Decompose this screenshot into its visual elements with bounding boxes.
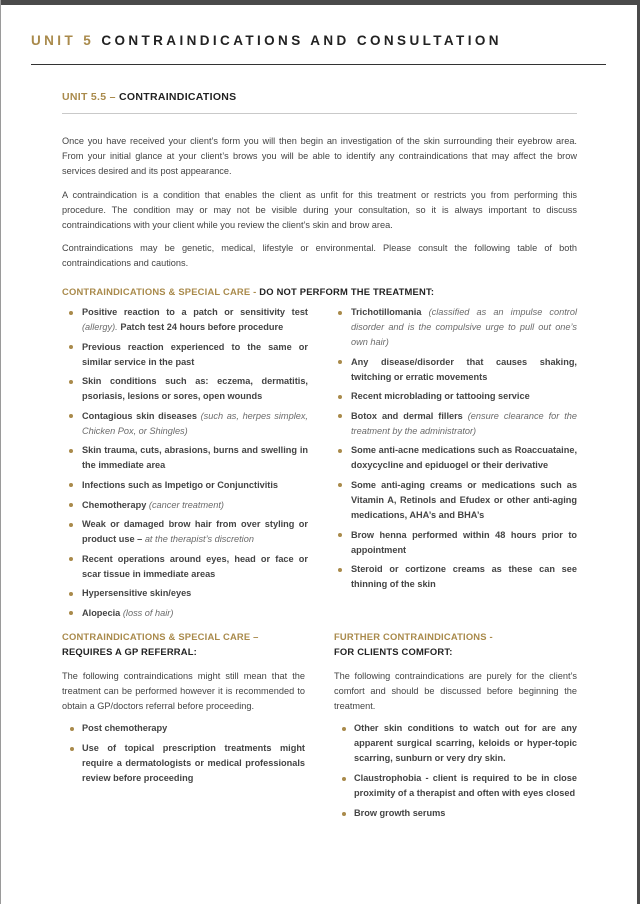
page-title: CONTRAINDICATIONS AND CONSULTATION [101, 33, 502, 48]
list-item [62, 552, 308, 582]
top-border [0, 0, 640, 5]
list-item-text: Hypersensitive skin/eyes [82, 588, 192, 599]
list-item-text: Alopecia [82, 607, 121, 618]
list-item-text: Recent microblading or tattooing service [351, 391, 530, 402]
header-divider [31, 64, 606, 65]
list-item-text: Steroid or cortizone creams as these can see thinning of the skin [351, 564, 577, 590]
list-item-text: Botox and dermal fillers [351, 410, 463, 421]
list-item [62, 586, 308, 601]
list-item [331, 478, 577, 523]
list-item [62, 443, 308, 473]
list-item-text: Trichotillomania [351, 307, 422, 317]
list-item [331, 355, 577, 385]
list-item [62, 517, 308, 547]
list-item-note: at the therapist’s discretion [144, 534, 254, 545]
main-content [62, 91, 577, 626]
list-item [331, 528, 577, 558]
list-item [62, 305, 308, 335]
do-not-perform-columns [62, 305, 577, 626]
list-item-note: (classified as an impulse control disorder and is the compulsive urge to pull out one’s own hair) [351, 307, 577, 347]
list-item [331, 305, 577, 350]
do-not-perform-left-column [62, 305, 308, 626]
list-item [62, 374, 308, 404]
client-comfort-heading-gold: FURTHER CONTRAINDICATIONS - [334, 631, 493, 642]
list-item-note: (allergy). [82, 322, 118, 332]
list-item [62, 409, 308, 439]
bottom-sections [62, 629, 577, 826]
left-border [0, 0, 1, 904]
list-item: Claustrophobia - client is required to be in close proximity of a therapist and often with eyes closed [334, 771, 577, 801]
gp-referral-heading-gold: CONTRAINDICATIONS & SPECIAL CARE – [62, 631, 259, 642]
list-item [331, 443, 577, 473]
list-item [62, 498, 308, 513]
list-item-text: Weak or damaged brow hair from over styling or product use – [82, 519, 308, 545]
unit-label: UNIT 5 [31, 33, 95, 48]
page-header [31, 33, 502, 48]
list-item-tail: Patch test 24 hours before procedure [120, 322, 284, 332]
do-not-perform-heading-gold: CONTRAINDICATIONS & SPECIAL CARE - [62, 286, 257, 297]
do-not-perform-list-left [62, 305, 308, 621]
client-comfort-section [334, 629, 577, 826]
section-divider [62, 113, 577, 114]
list-item-text: Positive reaction to a patch or sensitivity test [82, 307, 308, 317]
do-not-perform-right-column [331, 305, 577, 626]
list-item-text: Infections such as Impetigo or Conjunctivitis [82, 479, 279, 490]
list-item-text: Some anti-aging creams or medications such as Vitamin A, Retinols and Efudex or other anti-aging medications, AHA’s and BHA’s [351, 479, 577, 520]
list-item-text: Some anti-acne medications such as Roaccuataine, doxycycline and epiduogel or their derivative [351, 445, 577, 471]
list-item-text: Any disease/disorder that causes shaking, twitching or erratic movements [351, 356, 577, 382]
do-not-perform-heading [62, 286, 577, 297]
list-item [331, 409, 577, 439]
list-item [62, 340, 308, 370]
section-title: CONTRAINDICATIONS [119, 91, 237, 103]
list-item-note: (such as, herpes simplex, Chicken Pox, or Shingles) [82, 410, 308, 436]
client-comfort-list [334, 721, 577, 821]
do-not-perform-heading-dark: DO NOT PERFORM THE TREATMENT: [259, 286, 435, 297]
list-item-text: Chemotherapy [82, 499, 147, 510]
list-item: Brow growth serums [334, 806, 577, 821]
list-item-text: Skin conditions such as: eczema, dermatitis, psoriasis, lesions or sores, open wounds [82, 376, 308, 402]
list-item [62, 478, 308, 493]
list-item: Post chemotherapy [62, 721, 305, 736]
list-item [62, 606, 308, 621]
list-item-text: Contagious skin diseases [82, 410, 197, 421]
section-number: UNIT 5.5 [62, 91, 107, 103]
gp-referral-heading-dark: REQUIRES A GP REFERRAL: [62, 646, 197, 657]
section-dash: – [109, 91, 116, 103]
client-comfort-body: The following contraindications are purely for the client’s comfort and should be discussed before beginning the treatment. [334, 671, 577, 711]
do-not-perform-list-right [331, 305, 577, 592]
list-item-text: Recent operations around eyes, head or face or scar tissue in immediate areas [82, 553, 308, 579]
gp-referral-section [62, 629, 305, 826]
list-item-note: (ensure clearance for the treatment by the administrator) [351, 410, 577, 436]
list-item: Use of topical prescription treatments might require a dermatologists or medical professionals review before proceeding [62, 741, 305, 786]
intro-paragraph: Once you have received your client’s form you will then begin an investigation of the skin surrounding their eyebrow area. From your initial glance at your client’s brows you will be able to identify any contraindications that may affect the brow services desired and its post appearance. [62, 136, 577, 176]
client-comfort-heading-dark: FOR CLIENTS COMFORT: [334, 646, 453, 657]
list-item-note: (loss of hair) [122, 607, 174, 618]
list-item [331, 389, 577, 404]
intro-paragraph: Contraindications may be genetic, medical, lifestyle or environmental. Please consult the following table of both contraindications and cautions. [62, 243, 577, 268]
list-item: Other skin conditions to watch out for are any apparent surgical scarring, keloids or hyper-topic scarring, sunburn or very dry skin. [334, 721, 577, 766]
gp-referral-list [62, 721, 305, 786]
list-item-text: Skin trauma, cuts, abrasions, burns and swelling in the immediate area [82, 445, 308, 471]
list-item-text: Brow henna performed within 48 hours prior to appointment [351, 529, 577, 555]
list-item [331, 562, 577, 592]
intro-paragraph: A contraindication is a condition that enables the client as unfit for this treatment or restricts you from performing this procedure. The condition may or may not be visible during your consultation, so it is always important to discuss contraindications with your client while you review the client’s skin and brow area. [62, 189, 577, 230]
section-heading [62, 91, 577, 103]
list-item-note: (cancer treatment) [148, 499, 224, 510]
gp-referral-body: The following contraindications might still mean that the treatment can be performed however it is recommended to obtain a GP/doctors referral before proceeding. [62, 671, 305, 711]
list-item-text: Previous reaction experienced to the same or similar service in the past [82, 341, 308, 367]
